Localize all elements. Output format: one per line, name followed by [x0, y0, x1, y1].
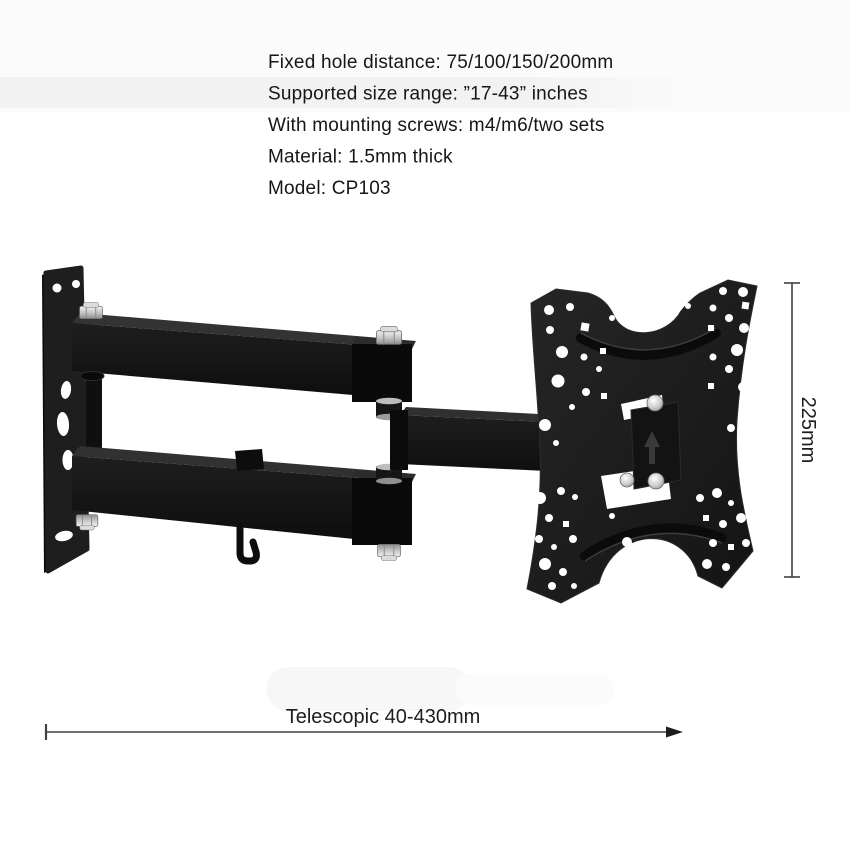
left-hinge-pin [86, 378, 102, 452]
spec-line-supported-size: Supported size range: ”17-43” inches [268, 83, 588, 105]
arrow-right-icon [666, 727, 683, 738]
spec-line-mounting-screws: With mounting screws: m4/m6/two sets [268, 115, 605, 136]
upper-arm-end-block [352, 344, 412, 402]
hinge-bolt-top-right [376, 327, 401, 345]
height-dimension-label: 225mm [797, 396, 819, 464]
lower-arm-end-block [352, 478, 412, 545]
extension-dimension-label: Telescopic 40-430mm [285, 706, 481, 728]
spec-line-model: Model: CP103 [268, 178, 391, 199]
hinge-bolt-bottom-right [378, 544, 401, 560]
vesa-plate [527, 280, 757, 603]
spec-line-material: Material: 1.5mm thick [268, 146, 453, 168]
bracket-photo [42, 268, 757, 603]
lower-arm [72, 446, 416, 561]
upper-arm [72, 313, 416, 402]
spec-line-fixed-hole-distance: Fixed hole distance: 75/100/150/200mm [268, 52, 614, 73]
